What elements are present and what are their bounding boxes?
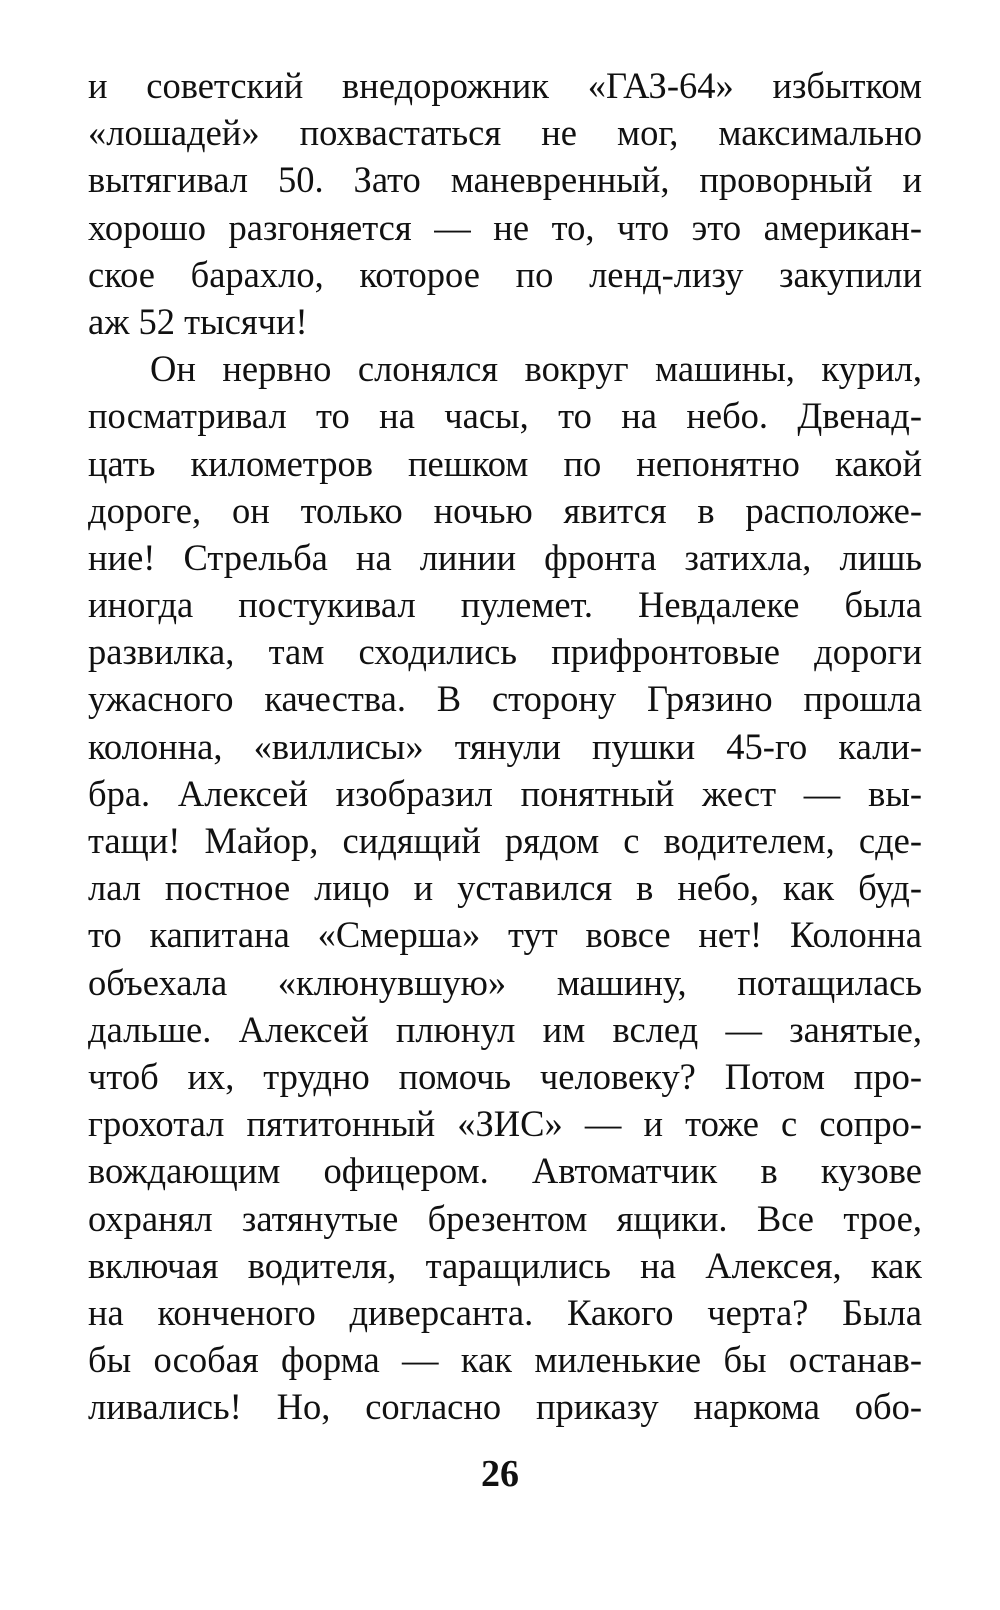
text-line: иногда постукивал пулемет. Невдалеке была xyxy=(88,584,922,626)
text-line: на конченого диверсанта. Какого черта? Была xyxy=(88,1291,922,1333)
text-line: бы особая форма — как миленькие бы останав- xyxy=(88,1339,922,1381)
text-line: цать километров пешком по непонятно какой xyxy=(88,442,922,484)
text-line: лал постное лицо и уставился в небо, как буд- xyxy=(88,867,922,909)
paragraph-2 xyxy=(88,345,922,1430)
text-line: дальше. Алексей плюнул им вслед — занятые, xyxy=(88,1008,922,1050)
text-line: вождающим офицером. Автоматчик в кузове xyxy=(88,1150,922,1192)
text-line: ние! Стрельба на линии фронта затихла, лишь xyxy=(88,536,922,578)
text-line: дороге, он только ночью явится в расположе- xyxy=(88,489,922,531)
text-line: грохотал пятитонный «ЗИС» — и тоже с сопро- xyxy=(88,1103,922,1145)
text-line: развилка, там сходились прифронтовые дороги xyxy=(88,631,922,673)
text-line: ужасного качества. В сторону Грязино прошла xyxy=(88,678,922,720)
text-line: тащи! Майор, сидящий рядом с водителем, сде- xyxy=(88,820,922,861)
text-line: ливались! Но, согласно приказу наркома обо- xyxy=(88,1386,922,1428)
text-line: то капитана «Смерша» тут вовсе нет! Колонна xyxy=(88,914,922,956)
text-line: хорошо разгоняется — не то, что это американ- xyxy=(88,206,922,248)
text-line: вытягивал 50. Зато маневренный, проворный и xyxy=(88,159,922,201)
text-line: охранял затянутые брезентом ящики. Все трое, xyxy=(88,1197,922,1239)
text-line: колонна, «виллисы» тянули пушки 45-го кали- xyxy=(88,725,922,767)
text-line: ское барахло, которое по ленд-лизу закупили xyxy=(88,253,922,295)
paragraph-1 xyxy=(88,62,922,345)
text-line: бра. Алексей изобразил понятный жест — вы- xyxy=(88,772,922,814)
page-number: 26 xyxy=(481,1453,519,1495)
text-line: Он нервно слонялся вокруг машины, курил, xyxy=(150,348,922,390)
text-line: аж 52 тысячи! xyxy=(88,300,308,342)
text-line: объехала «клюнувшую» машину, потащилась xyxy=(88,961,922,1003)
text-line: и советский внедорожник «ГАЗ-64» избытком xyxy=(88,65,922,106)
text-line: посматривал то на часы, то на небо. Двенад- xyxy=(88,395,922,437)
text-line: «лошадей» похвастаться не мог, максимально xyxy=(88,112,922,154)
text-line: включая водителя, таращились на Алексея, как xyxy=(88,1244,922,1286)
text-line: чтоб их, трудно помочь человеку? Потом про- xyxy=(88,1055,922,1097)
body-text xyxy=(88,62,922,1430)
